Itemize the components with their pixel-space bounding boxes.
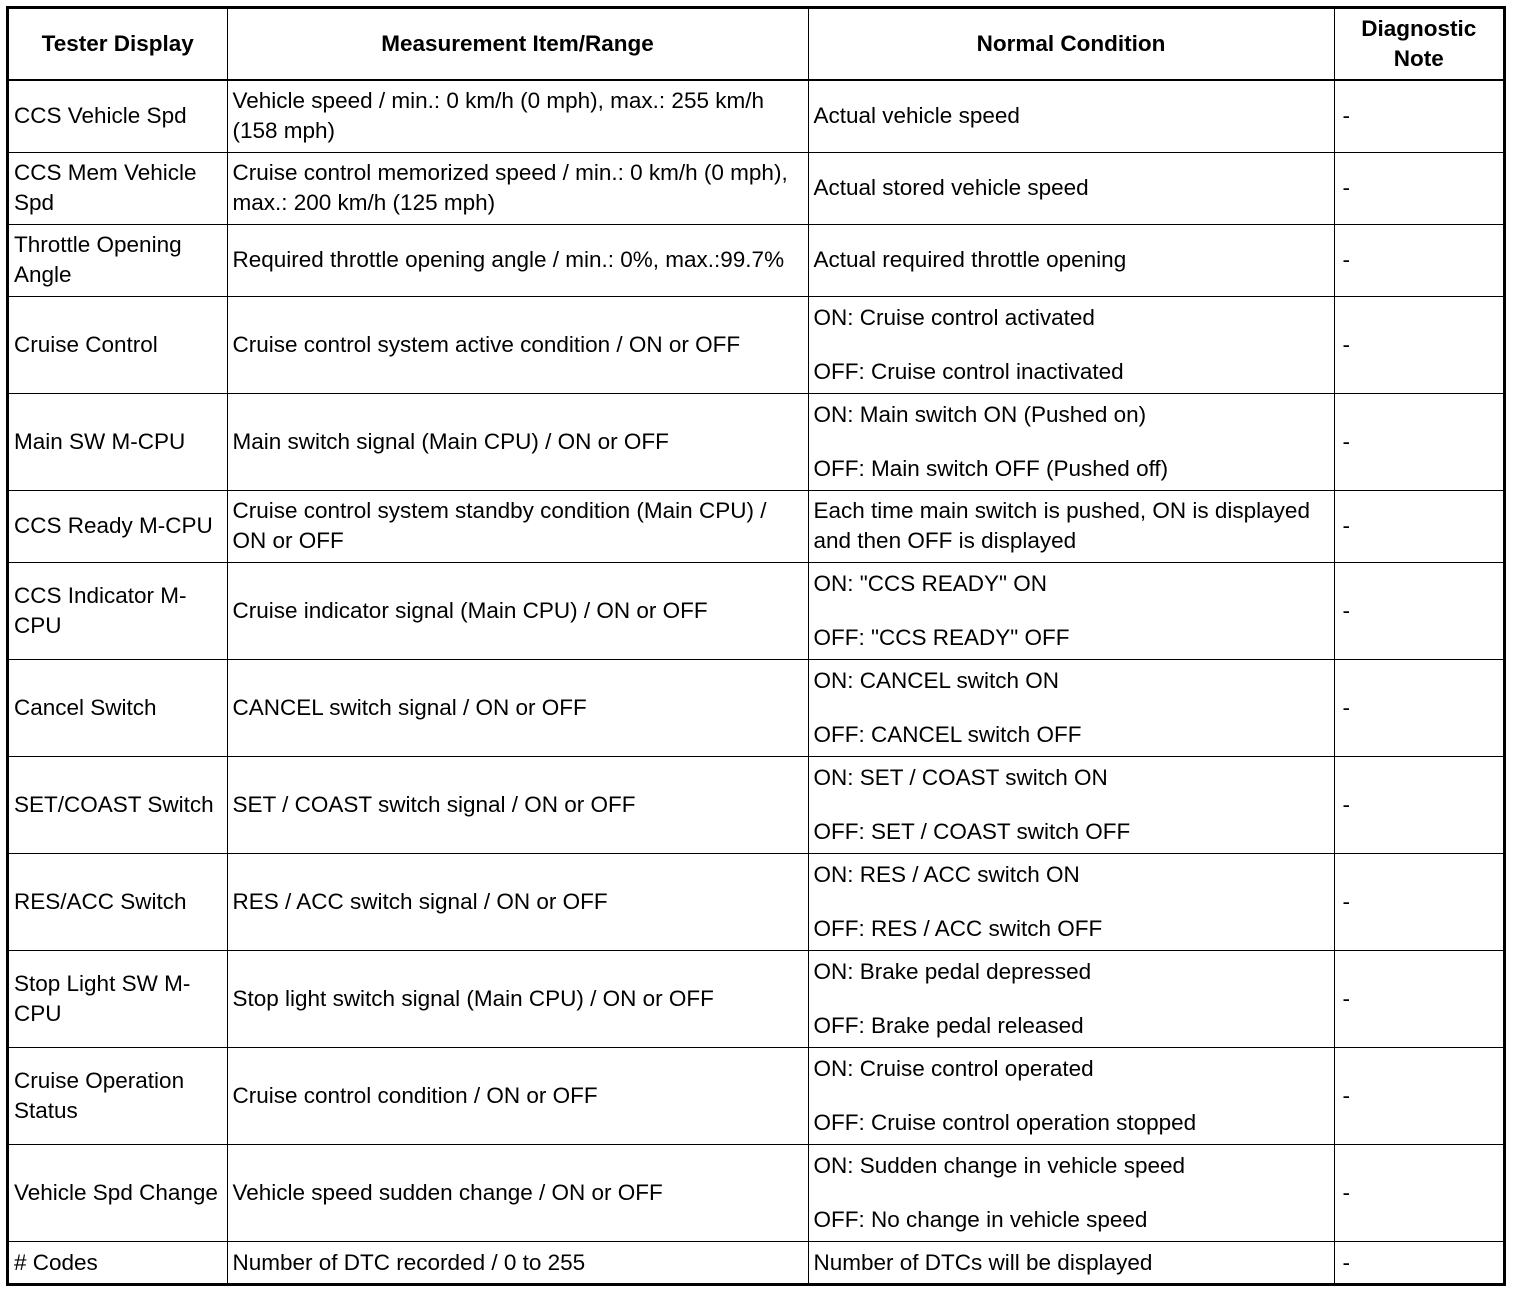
header-diagnostic-note: Diagnostic Note [1334, 9, 1503, 80]
normal-on-text: ON: CANCEL switch ON [813, 667, 1059, 693]
cell-tester-display: Cruise Control [9, 296, 227, 393]
cell-measurement: Main switch signal (Main CPU) / ON or OFF [227, 393, 808, 490]
normal-on-text: ON: "CCS READY" ON [813, 570, 1048, 596]
cell-measurement: Cruise control condition / ON or OFF [227, 1048, 808, 1145]
cell-measurement: Cruise indicator signal (Main CPU) / ON or OFF [227, 562, 808, 659]
table-row [9, 951, 1503, 1048]
cell-measurement: Cruise control system active condition / ON or OFF [227, 296, 808, 393]
cell-tester-display: Stop Light SW M-CPU [9, 951, 227, 1048]
normal-off-text: OFF: CANCEL switch OFF [813, 721, 1082, 747]
cell-normal-condition: Actual required throttle opening [808, 224, 1334, 296]
cell-measurement: Required throttle opening angle / min.: 0%, max.:99.7% [227, 224, 808, 296]
cell-normal-condition [808, 1048, 1334, 1145]
cell-normal-condition [808, 757, 1334, 854]
normal-on-text: ON: Cruise control activated [813, 304, 1095, 330]
cell-normal-condition: Actual stored vehicle speed [808, 152, 1334, 224]
normal-off-text: OFF: Main switch OFF (Pushed off) [813, 455, 1169, 481]
normal-off-text: OFF: Brake pedal released [813, 1013, 1084, 1039]
table-row [9, 1048, 1503, 1145]
cell-normal-condition [808, 562, 1334, 659]
table-row [9, 490, 1503, 562]
cell-normal-condition [808, 393, 1334, 490]
cell-normal-condition: Number of DTCs will be displayed [808, 1242, 1334, 1283]
cell-measurement: Vehicle speed / min.: 0 km/h (0 mph), max.: 255 km/h (158 mph) [227, 80, 808, 152]
cell-diagnostic-note: - [1334, 393, 1503, 490]
table-row [9, 562, 1503, 659]
cell-diagnostic-note: - [1334, 562, 1503, 659]
cell-diagnostic-note: - [1334, 951, 1503, 1048]
cell-tester-display: Throttle Opening Angle [9, 224, 227, 296]
normal-on-text: ON: Cruise control operated [813, 1056, 1094, 1082]
cell-measurement: Stop light switch signal (Main CPU) / ON or OFF [227, 951, 808, 1048]
cell-tester-display: Vehicle Spd Change [9, 1145, 227, 1242]
table-row [9, 1242, 1503, 1283]
cell-measurement: SET / COAST switch signal / ON or OFF [227, 757, 808, 854]
normal-on-text: ON: Sudden change in vehicle speed [813, 1153, 1186, 1179]
table-row [9, 659, 1503, 756]
cell-tester-display: CCS Vehicle Spd [9, 80, 227, 152]
cell-diagnostic-note: - [1334, 490, 1503, 562]
normal-off-text: OFF: Cruise control inactivated [813, 358, 1124, 384]
cell-normal-condition [808, 951, 1334, 1048]
table-row [9, 224, 1503, 296]
cell-diagnostic-note: - [1334, 224, 1503, 296]
cell-normal-condition [808, 1145, 1334, 1242]
cell-tester-display: Cancel Switch [9, 659, 227, 756]
cell-tester-display: RES/ACC Switch [9, 854, 227, 951]
cell-normal-condition: Each time main switch is pushed, ON is displayed and then OFF is displayed [808, 490, 1334, 562]
cell-diagnostic-note: - [1334, 1048, 1503, 1145]
normal-off-text: OFF: Cruise control operation stopped [813, 1110, 1197, 1136]
cell-measurement: Vehicle speed sudden change / ON or OFF [227, 1145, 808, 1242]
cell-measurement: Cruise control system standby condition (Main CPU) / ON or OFF [227, 490, 808, 562]
cell-normal-condition [808, 854, 1334, 951]
table-row [9, 1145, 1503, 1242]
cell-normal-condition: Actual vehicle speed [808, 80, 1334, 152]
cell-normal-condition [808, 659, 1334, 756]
normal-off-text: OFF: SET / COAST switch OFF [813, 819, 1131, 845]
normal-on-text: ON: RES / ACC switch ON [813, 862, 1080, 888]
header-row [9, 9, 1503, 80]
cell-diagnostic-note: - [1334, 854, 1503, 951]
table-row [9, 854, 1503, 951]
table-row [9, 757, 1503, 854]
cell-tester-display: CCS Ready M-CPU [9, 490, 227, 562]
normal-off-text: OFF: RES / ACC switch OFF [813, 916, 1103, 942]
normal-on-text: ON: Brake pedal depressed [813, 959, 1092, 985]
cell-diagnostic-note: - [1334, 296, 1503, 393]
cell-diagnostic-note: - [1334, 1242, 1503, 1283]
cell-tester-display: CCS Mem Vehicle Spd [9, 152, 227, 224]
cell-measurement: Number of DTC recorded / 0 to 255 [227, 1242, 808, 1283]
cell-measurement: CANCEL switch signal / ON or OFF [227, 659, 808, 756]
table-row [9, 296, 1503, 393]
table-row [9, 80, 1503, 152]
header-measurement: Measurement Item/Range [227, 9, 808, 80]
cell-tester-display: CCS Indicator M-CPU [9, 562, 227, 659]
cell-tester-display: Cruise Operation Status [9, 1048, 227, 1145]
tester-data-table [9, 9, 1503, 1283]
cell-tester-display: SET/COAST Switch [9, 757, 227, 854]
table-row [9, 393, 1503, 490]
cell-diagnostic-note: - [1334, 1145, 1503, 1242]
normal-on-text: ON: Main switch ON (Pushed on) [813, 401, 1147, 427]
header-normal-condition: Normal Condition [808, 9, 1334, 80]
normal-off-text: OFF: "CCS READY" OFF [813, 624, 1070, 650]
cell-diagnostic-note: - [1334, 152, 1503, 224]
data-table-frame [6, 6, 1506, 1286]
cell-diagnostic-note: - [1334, 757, 1503, 854]
cell-measurement: RES / ACC switch signal / ON or OFF [227, 854, 808, 951]
cell-diagnostic-note: - [1334, 80, 1503, 152]
normal-on-text: ON: SET / COAST switch ON [813, 765, 1108, 791]
cell-tester-display: # Codes [9, 1242, 227, 1283]
cell-normal-condition [808, 296, 1334, 393]
header-tester-display: Tester Display [9, 9, 227, 80]
cell-tester-display: Main SW M-CPU [9, 393, 227, 490]
cell-measurement: Cruise control memorized speed / min.: 0 km/h (0 mph), max.: 200 km/h (125 mph) [227, 152, 808, 224]
table-row [9, 152, 1503, 224]
cell-diagnostic-note: - [1334, 659, 1503, 756]
normal-off-text: OFF: No change in vehicle speed [813, 1207, 1148, 1233]
